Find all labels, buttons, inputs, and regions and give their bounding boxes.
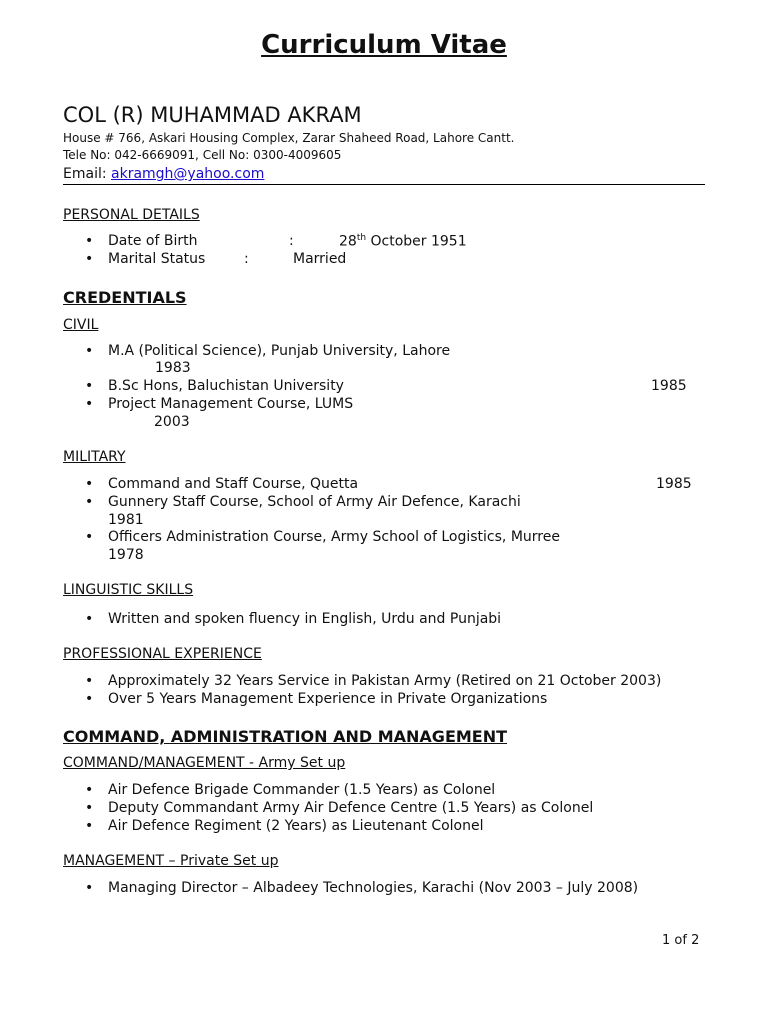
private-setup-heading: MANAGEMENT – Private Set up (63, 853, 279, 869)
marital-value: Married (293, 251, 347, 267)
year: 1981 (108, 512, 144, 528)
person-name: COL (R) MUHAMMAD AKRAM (63, 103, 362, 127)
year: 1978 (108, 547, 144, 563)
list-item: • Command and Staff Course, Quetta (108, 476, 358, 492)
list-item: • Project Management Course, LUMS (108, 396, 353, 412)
list-item: • Deputy Commandant Army Air Defence Centre (1.5 Years) as Colonel (108, 800, 593, 816)
email-label: Email: (63, 166, 112, 182)
header-divider (63, 184, 705, 185)
dob-day: 28 (339, 233, 357, 250)
credentials-heading: CREDENTIALS (63, 288, 187, 307)
year: 2003 (154, 414, 190, 430)
page-number: 1 of 2 (662, 933, 700, 948)
email-line (63, 166, 264, 182)
experience-heading: PROFESSIONAL EXPERIENCE (63, 646, 262, 662)
dob-label: Date of Birth (108, 233, 198, 249)
linguistic-heading: LINGUISTIC SKILLS (63, 582, 194, 598)
marital-label: Marital Status (108, 251, 206, 267)
year: 1983 (155, 360, 191, 376)
list-item: • Air Defence Regiment (2 Years) as Lieutenant Colonel (108, 818, 484, 834)
command-heading: COMMAND, ADMINISTRATION AND MANAGEMENT (63, 727, 508, 746)
document-title: Curriculum Vitae (261, 30, 507, 60)
dob-month-year: October 1951 (366, 233, 467, 250)
army-setup-heading: COMMAND/MANAGEMENT - Army Set up (63, 755, 346, 771)
year: 1985 (651, 378, 687, 394)
email-link[interactable]: akramgh@yahoo.com (111, 166, 265, 182)
telephone-line: Tele No: 042-6669091, Cell No: 0300-4009605 (63, 148, 342, 162)
list-item: • Over 5 Years Management Experience in Private Organizations (108, 691, 547, 707)
dob-value (339, 233, 467, 250)
list-item: • M.A (Political Science), Punjab University, Lahore (108, 343, 450, 359)
list-item: • Approximately 32 Years Service in Pakistan Army (Retired on 21 October 2003) (108, 673, 661, 689)
dob-colon: : (289, 233, 294, 249)
address-line: House # 766, Askari Housing Complex, Zarar Shaheed Road, Lahore Cantt. (63, 131, 515, 145)
list-item: • Air Defence Brigade Commander (1.5 Years) as Colonel (108, 782, 495, 798)
list-item: • Written and spoken fluency in English, Urdu and Punjabi (108, 611, 501, 627)
list-item: • Officers Administration Course, Army School of Logistics, Murree (108, 529, 560, 545)
list-item: • Gunnery Staff Course, School of Army Air Defence, Karachi (108, 494, 521, 510)
dob-suffix: th (356, 233, 367, 243)
year: 1985 (656, 476, 692, 492)
marital-item (108, 251, 205, 267)
civil-heading: CIVIL (63, 317, 99, 333)
personal-details-heading: PERSONAL DETAILS (63, 207, 200, 223)
dob-item (108, 233, 197, 249)
military-heading: MILITARY (63, 449, 126, 465)
marital-colon: : (244, 251, 249, 267)
list-item: • B.Sc Hons, Baluchistan University (108, 378, 344, 394)
list-item: • Managing Director – Albadeey Technologies, Karachi (Nov 2003 – July 2008) (108, 880, 638, 896)
